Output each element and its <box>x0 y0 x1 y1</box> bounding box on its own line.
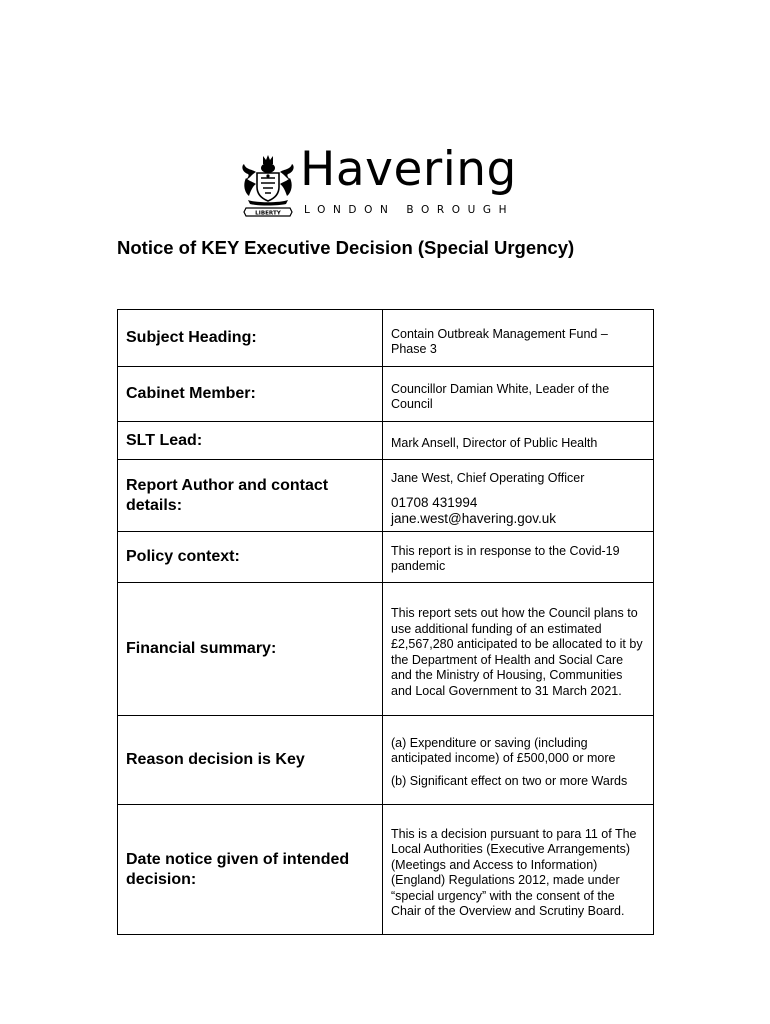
row-label: Report Author and contact details: <box>118 460 383 532</box>
table-row <box>118 310 654 367</box>
row-label: Date notice given of intended decision: <box>118 805 383 935</box>
row-value <box>383 716 654 805</box>
row-value <box>383 460 654 532</box>
row-value <box>383 310 654 367</box>
author-phone: 01708 431994 <box>391 494 478 510</box>
row-label: SLT Lead: <box>118 422 383 460</box>
author-email: jane.west@havering.gov.uk <box>391 510 557 526</box>
table-row <box>118 583 654 716</box>
svg-text:LIBERTY: LIBERTY <box>255 210 281 217</box>
logo-wordmark: Havering <box>300 142 517 197</box>
row-value <box>383 367 654 422</box>
table-row <box>118 367 654 422</box>
row-label: Financial summary: <box>118 583 383 716</box>
row-value <box>383 422 654 460</box>
row-label: Subject Heading: <box>118 310 383 367</box>
report-author-value: Jane West, Chief Operating Officer <box>391 471 585 486</box>
row-value <box>383 805 654 935</box>
decision-notice-table <box>117 309 654 935</box>
row-label: Policy context: <box>118 532 383 583</box>
table-row <box>118 460 654 532</box>
financial-summary-value: This report sets out how the Council plans to use additional funding of an estimated £2,567,280 anticipated to be allocated to it by the Department of Health and Social Care and the Ministry of Housing, Communities and Local Government to 31 March 2021. <box>391 606 643 698</box>
page-title: Notice of KEY Executive Decision (Special Urgency) <box>117 237 575 258</box>
row-value <box>383 532 654 583</box>
cabinet-member-value: Councillor Damian White, Leader of the Council <box>391 381 610 411</box>
row-label: Cabinet Member: <box>118 367 383 422</box>
table-row <box>118 805 654 935</box>
slt-lead-value: Mark Ansell, Director of Public Health <box>391 436 598 451</box>
borough-crest-icon <box>240 154 296 218</box>
table-row <box>118 716 654 805</box>
reason-key-value-a: (a) Expenditure or saving (including anticipated income) of £500,000 or more <box>391 735 616 766</box>
logo-subtitle: LONDON BOROUGH <box>304 204 515 216</box>
table-row <box>118 422 654 460</box>
subject-heading-value: Contain Outbreak Management Fund – Phase 3 <box>391 326 608 356</box>
policy-context-value: This report is in response to the Covid-19 pandemic <box>391 543 620 573</box>
row-value <box>383 583 654 716</box>
row-label: Reason decision is Key <box>118 716 383 805</box>
table-row <box>118 532 654 583</box>
havering-logo <box>240 142 525 222</box>
reason-key-value-b: (b) Significant effect on two or more Wards <box>391 773 628 788</box>
notice-date-value: This is a decision pursuant to para 11 of The Local Authorities (Executive Arrangements) (Meetings and Access to Information) (England) Regulations 2012, made under “special urgency” with the consent of the Chair of the Overview and Scrutiny Board. <box>391 826 637 918</box>
